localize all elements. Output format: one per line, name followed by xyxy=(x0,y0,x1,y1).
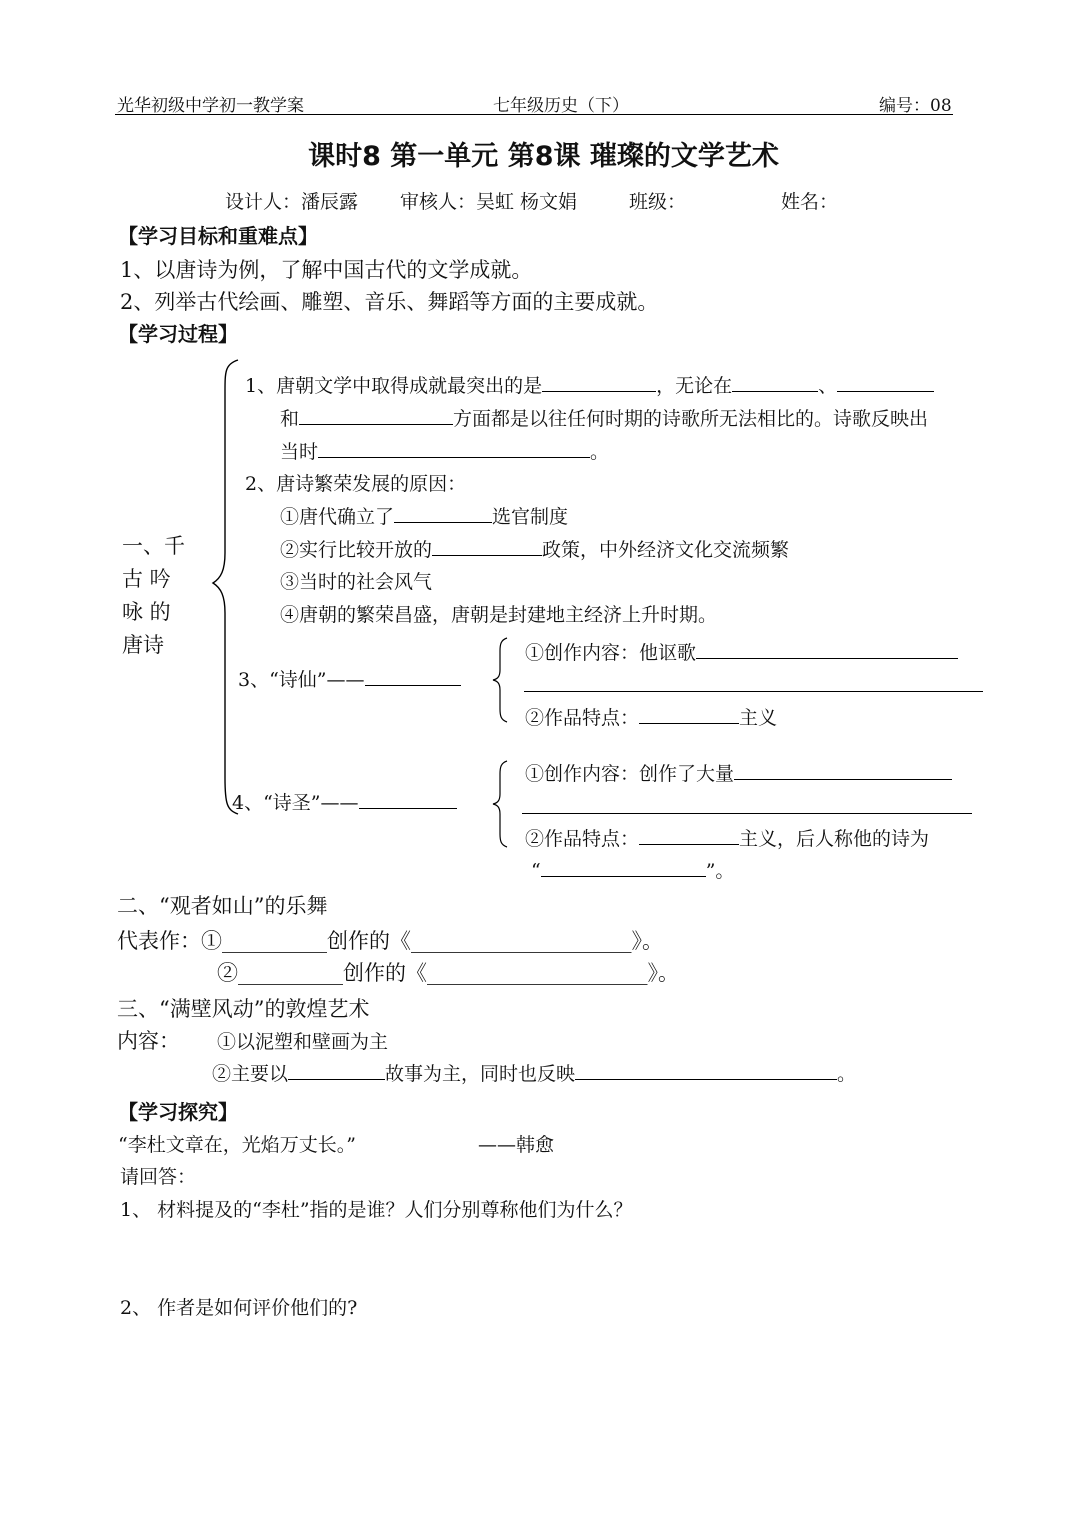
section3-item2-text-c: 。 xyxy=(837,1063,857,1085)
section2-line-1 xyxy=(117,925,663,955)
explore-question-1: 1、 材料提及的“李杜”指的是谁？人们分别尊称他们为什么？ xyxy=(120,1199,633,1221)
q3-feature-text-a: ②作品特点： xyxy=(525,707,640,729)
section2-line-2 xyxy=(217,957,679,987)
q4-blank-content[interactable] xyxy=(734,759,952,780)
q3-blank-content[interactable] xyxy=(696,638,958,659)
q2-title: 2、唐诗繁荣发展的原因： xyxy=(245,473,467,495)
explore-heading: 【学习探究】 xyxy=(118,1100,238,1124)
section1-brace xyxy=(205,358,245,818)
page-title: 课时8 第一单元 第8课 璀璨的文学艺术 xyxy=(308,141,779,172)
objective-item-2: 2、列举古代绘画、雕塑、音乐、舞蹈等方面的主要成就。 xyxy=(120,290,659,314)
section3-item2-text-a: ②主要以 xyxy=(212,1063,289,1085)
explore-prompt: 请回答： xyxy=(120,1166,197,1188)
q1-line3 xyxy=(280,437,609,464)
section1-label-line: 一、千 xyxy=(122,534,185,558)
q1-text-g: 。 xyxy=(590,441,610,463)
name-label: 姓名： xyxy=(781,191,839,213)
q3-label-text: 3、“诗仙”—— xyxy=(238,669,365,691)
section2-line1-end: 》。 xyxy=(631,929,663,953)
q1-blank-aspect-3[interactable] xyxy=(299,404,453,425)
section2-line2-prefix: ② xyxy=(217,961,238,985)
q4-feature-text-a: ②作品特点： xyxy=(525,828,640,850)
q2-r1-text-a: ①唐代确立了 xyxy=(280,506,395,528)
explore-quote: “李杜文章在，光焰万丈长。” xyxy=(118,1134,356,1156)
q4-quote-open: “ xyxy=(531,860,541,882)
q4-label xyxy=(232,788,457,815)
section2-line1-mid: 创作的《 xyxy=(327,929,411,953)
q2-reason-2 xyxy=(280,535,789,562)
process-heading: 【学习过程】 xyxy=(118,322,238,346)
section2-line1-prefix: 代表作：① xyxy=(117,929,222,953)
q1-blank-achievement[interactable] xyxy=(542,371,656,392)
header-rule xyxy=(115,114,953,115)
section3-item-2 xyxy=(212,1059,856,1086)
q4-quote xyxy=(531,856,734,883)
section2-blank-work-2[interactable]: _____________________ xyxy=(427,961,648,985)
q4-content-text: ①创作内容：创作了大量 xyxy=(525,763,735,785)
q1-text-c: 、 xyxy=(818,375,838,397)
q4-content xyxy=(525,759,952,786)
section1-label xyxy=(122,530,185,662)
q2-reason-4: ④唐朝的繁荣昌盛，唐朝是封建地主经济上升时期。 xyxy=(280,604,718,626)
q3-blank-poet[interactable] xyxy=(365,665,461,686)
q3-blank-style[interactable] xyxy=(639,703,739,724)
header-school: 光华初级中学初一教学案 xyxy=(117,96,304,116)
q3-blank-content-cont[interactable] xyxy=(524,691,983,692)
q1-line1 xyxy=(245,371,934,398)
q4-label-text: 4、“诗圣”—— xyxy=(232,792,359,814)
q2-blank-system[interactable] xyxy=(394,502,492,523)
q3-content-text: ①创作内容：他讴歌 xyxy=(525,642,697,664)
section2-line2-end: 》。 xyxy=(647,961,679,985)
section2-heading: 二、“观者如山”的乐舞 xyxy=(117,894,328,918)
designer-label: 设计人：潘辰露 xyxy=(225,191,359,213)
explore-author: ——韩愈 xyxy=(478,1134,555,1156)
section3-label: 内容： xyxy=(117,1029,180,1053)
q2-reason-1 xyxy=(280,502,568,529)
q1-blank-aspect-2[interactable] xyxy=(837,371,934,392)
q3-label xyxy=(238,665,461,692)
q2-blank-policy[interactable] xyxy=(432,535,542,556)
section3-blank-reflect[interactable] xyxy=(575,1059,837,1080)
q1-text-f: 当时 xyxy=(280,441,319,463)
section2-blank-author-2[interactable]: __________ xyxy=(238,961,343,985)
explore-question-2: 2、 作者是如何评价他们的? xyxy=(120,1297,358,1319)
q3-feature-text-b: 主义 xyxy=(739,707,778,729)
section2-line2-mid: 创作的《 xyxy=(343,961,427,985)
header-number: 编号：08 xyxy=(879,96,952,116)
objective-item-1: 1、以唐诗为例，了解中国古代的文学成就。 xyxy=(120,258,533,282)
section2-blank-work-1[interactable]: _____________________ xyxy=(411,929,632,953)
section3-item2-text-b: 故事为主，同时也反映 xyxy=(385,1063,576,1085)
q3-content xyxy=(525,638,958,665)
class-label: 班级： xyxy=(629,191,687,213)
q4-feature-text-b: 主义，后人称他的诗为 xyxy=(739,828,930,850)
q3-brace xyxy=(491,637,513,723)
q1-text-e: 方面都是以往任何时期的诗歌所无法相比的。诗歌反映出 xyxy=(453,408,929,430)
header-subject: 七年级历史（下） xyxy=(493,96,629,116)
q2-reason-3: ③当时的社会风气 xyxy=(280,571,433,593)
q1-blank-aspect-1[interactable] xyxy=(732,371,818,392)
q3-feature xyxy=(525,703,777,730)
q1-blank-reflect[interactable] xyxy=(318,437,590,458)
q2-r2-text-b: 政策，中外经济文化交流频繁 xyxy=(542,539,790,561)
q4-quote-close: ”。 xyxy=(705,860,735,882)
q4-feature xyxy=(525,824,929,851)
q4-blank-style[interactable] xyxy=(639,824,739,845)
q4-blank-poet[interactable] xyxy=(359,788,457,809)
q4-blank-title[interactable] xyxy=(541,856,706,877)
objectives-heading: 【学习目标和重难点】 xyxy=(118,224,318,248)
section3-item-1: ①以泥塑和壁画为主 xyxy=(217,1031,389,1053)
q1-text-a: 1、唐朝文学中取得成就最突出的是 xyxy=(245,375,543,397)
section3-blank-story[interactable] xyxy=(288,1059,385,1080)
q2-r1-text-b: 选官制度 xyxy=(492,506,569,528)
section1-label-line: 咏 的 xyxy=(122,600,171,624)
section1-label-line: 唐诗 xyxy=(122,633,164,657)
q1-line2 xyxy=(280,404,928,431)
section1-label-line: 古 吟 xyxy=(122,567,171,591)
q4-blank-content-cont[interactable] xyxy=(522,813,972,814)
reviewer-label: 审核人：吴虹 杨文娟 xyxy=(400,191,578,213)
q1-text-d: 和 xyxy=(280,408,300,430)
q1-text-b: ，无论在 xyxy=(656,375,733,397)
section3-heading: 三、“满壁风动”的敦煌艺术 xyxy=(117,997,370,1021)
section2-blank-author-1[interactable]: __________ xyxy=(222,929,327,953)
q4-brace xyxy=(491,760,513,848)
q2-r2-text-a: ②实行比较开放的 xyxy=(280,539,433,561)
